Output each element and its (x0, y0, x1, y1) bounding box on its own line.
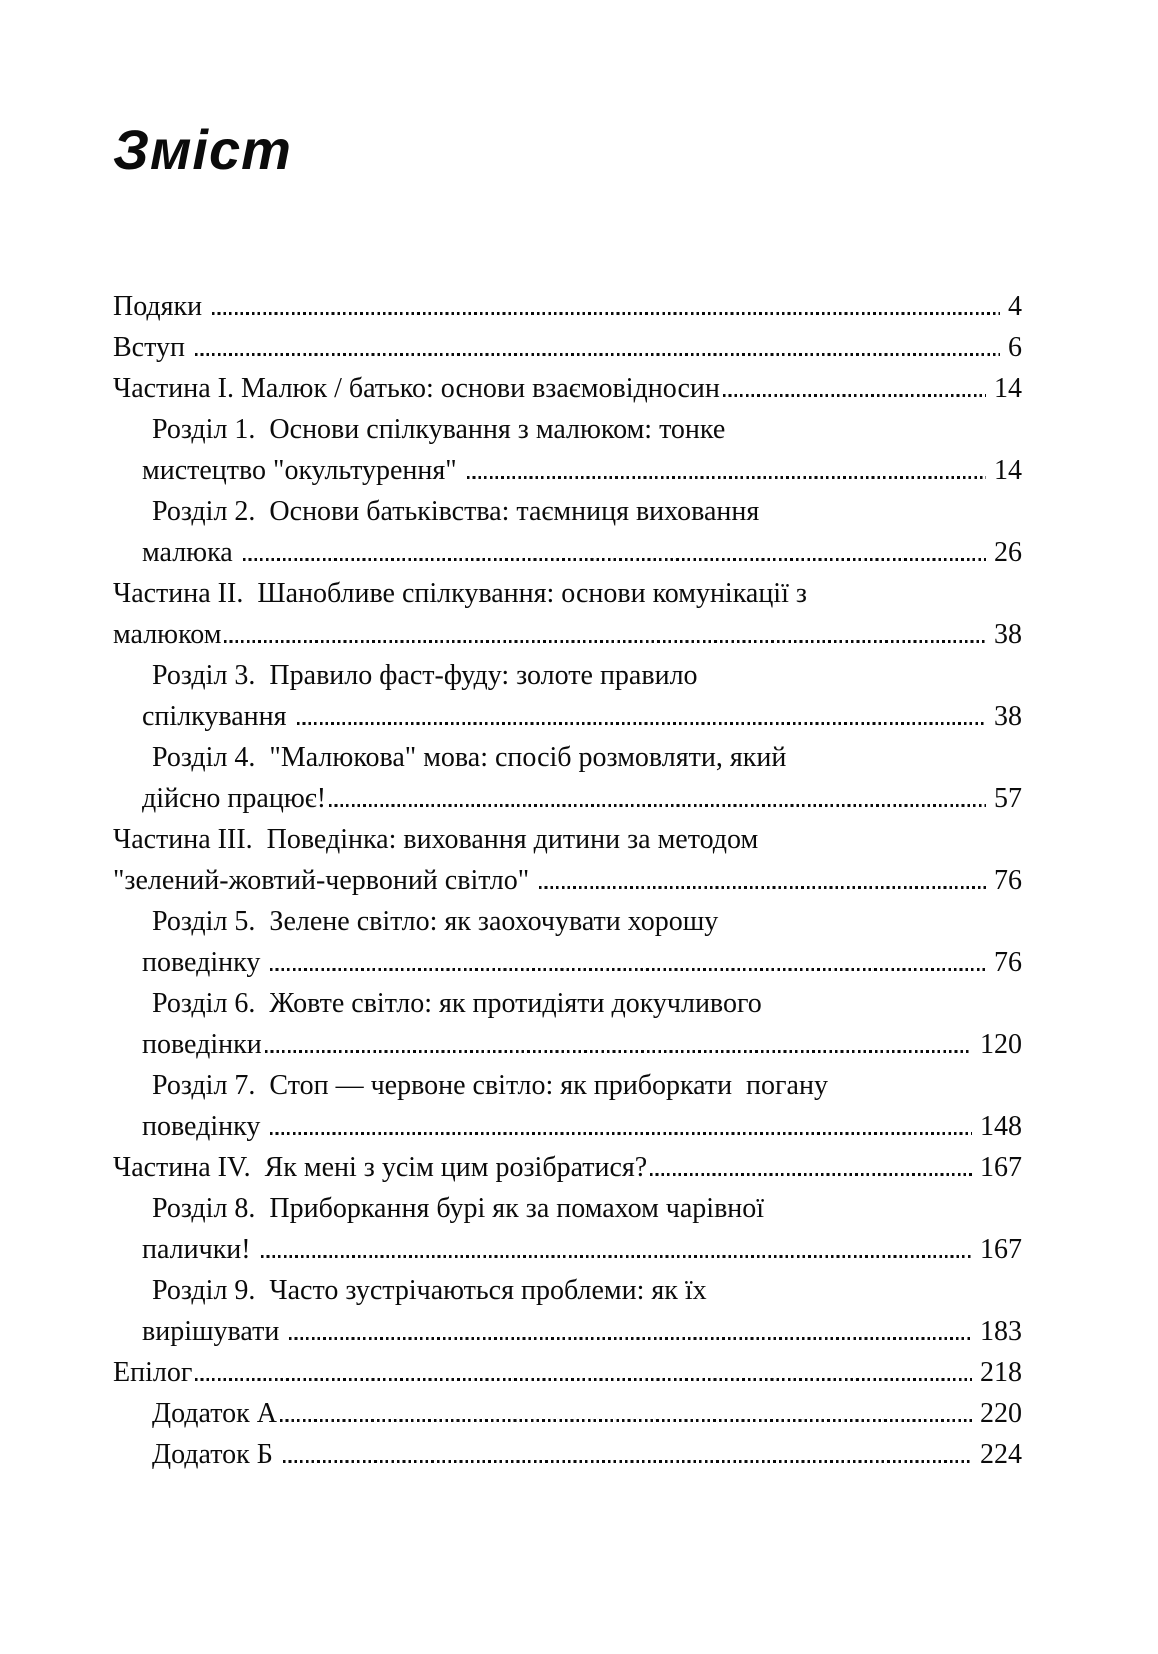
toc-entry-label: поведінку (142, 947, 268, 978)
dot-leader (283, 1460, 972, 1463)
toc-line (113, 1352, 1022, 1393)
toc-line (113, 286, 1022, 327)
page-title: Зміст (113, 118, 292, 181)
toc-entry-label: Частина II. Шанобливе спілкування: основи комунікації з (113, 578, 807, 609)
toc-page-number: 218 (980, 1357, 1022, 1388)
toc-entry-label: Розділ 3. Правило фаст-фуду: золоте правило (152, 660, 698, 691)
toc-entry-label: Додаток Б (152, 1439, 280, 1470)
dot-leader (195, 353, 1000, 356)
toc-line (113, 1393, 1022, 1434)
toc-page-number: 14 (994, 455, 1022, 486)
toc-line (113, 450, 1022, 491)
toc-line (113, 1065, 1022, 1106)
toc-line (113, 1434, 1022, 1475)
toc-line (113, 942, 1022, 983)
toc-entry-label: Розділ 1. Основи спілкування з малюком: тонке (152, 414, 726, 445)
toc-list (113, 286, 1022, 1475)
dot-leader (539, 886, 986, 889)
toc-line (113, 409, 1022, 450)
toc-entry-label: палички! (142, 1234, 258, 1265)
toc-line (113, 1270, 1022, 1311)
toc-page-number: 26 (994, 537, 1022, 568)
dot-leader (270, 1132, 972, 1135)
toc-entry-label: Розділ 2. Основи батьківства: таємниця виховання (152, 496, 760, 527)
toc-line (113, 573, 1022, 614)
toc-page-number: 167 (980, 1234, 1022, 1265)
toc-line (113, 1024, 1022, 1065)
toc-page-number: 120 (980, 1029, 1022, 1060)
toc-page-number: 6 (1008, 332, 1022, 363)
toc-line (113, 327, 1022, 368)
toc-entry-label: поведінку (142, 1111, 268, 1142)
dot-leader (224, 640, 986, 643)
toc-line (113, 491, 1022, 532)
toc-entry-label: Додаток А (152, 1398, 277, 1429)
toc-line (113, 696, 1022, 737)
toc-line (113, 901, 1022, 942)
toc-line (113, 819, 1022, 860)
dot-leader (467, 476, 986, 479)
toc-entry-label: мистецтво "окультурення" (142, 455, 464, 486)
toc-page-number: 76 (994, 865, 1022, 896)
dot-leader (289, 1337, 972, 1340)
toc-entry-label: спілкування (142, 701, 294, 732)
toc-entry-label: вирішувати (142, 1316, 287, 1347)
toc-line (113, 368, 1022, 409)
toc-entry-label: "зелений-жовтий-червоний світло" (113, 865, 537, 896)
toc-line (113, 1229, 1022, 1270)
dot-leader (212, 312, 1000, 315)
toc-line (113, 1311, 1022, 1352)
toc-page-number: 57 (994, 783, 1022, 814)
toc-entry-label: Розділ 5. Зелене світло: як заохочувати хорошу (152, 906, 719, 937)
dot-leader (261, 1255, 972, 1258)
toc-line (113, 1147, 1022, 1188)
toc-page-number: 38 (994, 701, 1022, 732)
toc-page-number: 76 (994, 947, 1022, 978)
toc-entry-label: малюка (142, 537, 240, 568)
toc-line (113, 1188, 1022, 1229)
dot-leader (270, 968, 986, 971)
toc-entry-label: поведінки (142, 1029, 262, 1060)
toc-page-number: 14 (994, 373, 1022, 404)
toc-page-number: 4 (1008, 291, 1022, 322)
toc-entry-label: дійсно працює! (142, 783, 327, 814)
toc-entry-label: Розділ 9. Часто зустрічаються проблеми: як їх (152, 1275, 707, 1306)
toc-line (113, 614, 1022, 655)
toc-entry-label: Частина III. Поведінка: виховання дитини за методом (113, 824, 759, 855)
dot-leader (265, 1050, 972, 1053)
toc-page-number: 183 (980, 1316, 1022, 1347)
toc-line (113, 983, 1022, 1024)
toc-line (113, 532, 1022, 573)
toc-page-number: 220 (980, 1398, 1022, 1429)
toc-entry-label: Розділ 4. "Малюкова" мова: спосіб розмовляти, який (152, 742, 787, 773)
toc-entry-label: Частина IV. Як мені з усім цим розібратися? (113, 1152, 648, 1183)
toc-line (113, 778, 1022, 819)
toc-page-number: 167 (980, 1152, 1022, 1183)
dot-leader (329, 804, 986, 807)
toc-line (113, 655, 1022, 696)
dot-leader (280, 1419, 972, 1422)
toc-page-number: 148 (980, 1111, 1022, 1142)
toc-entry-label: Розділ 8. Приборкання бурі як за помахом чарівної (152, 1193, 765, 1224)
toc-entry-label: Частина I. Малюк / батько: основи взаємовідносин (113, 373, 720, 404)
toc-entry-label: малюком (113, 619, 222, 650)
toc-line (113, 1106, 1022, 1147)
toc-entry-label: Розділ 6. Жовте світло: як протидіяти докучливого (152, 988, 762, 1019)
dot-leader (650, 1173, 972, 1176)
toc-entry-label: Вступ (113, 332, 192, 363)
toc-line (113, 860, 1022, 901)
toc-entry-label: Епілог (113, 1357, 193, 1388)
toc-entry-label: Подяки (113, 291, 210, 322)
toc-line (113, 737, 1022, 778)
dot-leader (243, 558, 986, 561)
dot-leader (723, 394, 986, 397)
toc-page-number: 38 (994, 619, 1022, 650)
toc-page-number: 224 (980, 1439, 1022, 1470)
toc-entry-label: Розділ 7. Стоп — червоне світло: як приборкати погану (152, 1070, 828, 1101)
dot-leader (297, 722, 987, 725)
dot-leader (195, 1378, 972, 1381)
